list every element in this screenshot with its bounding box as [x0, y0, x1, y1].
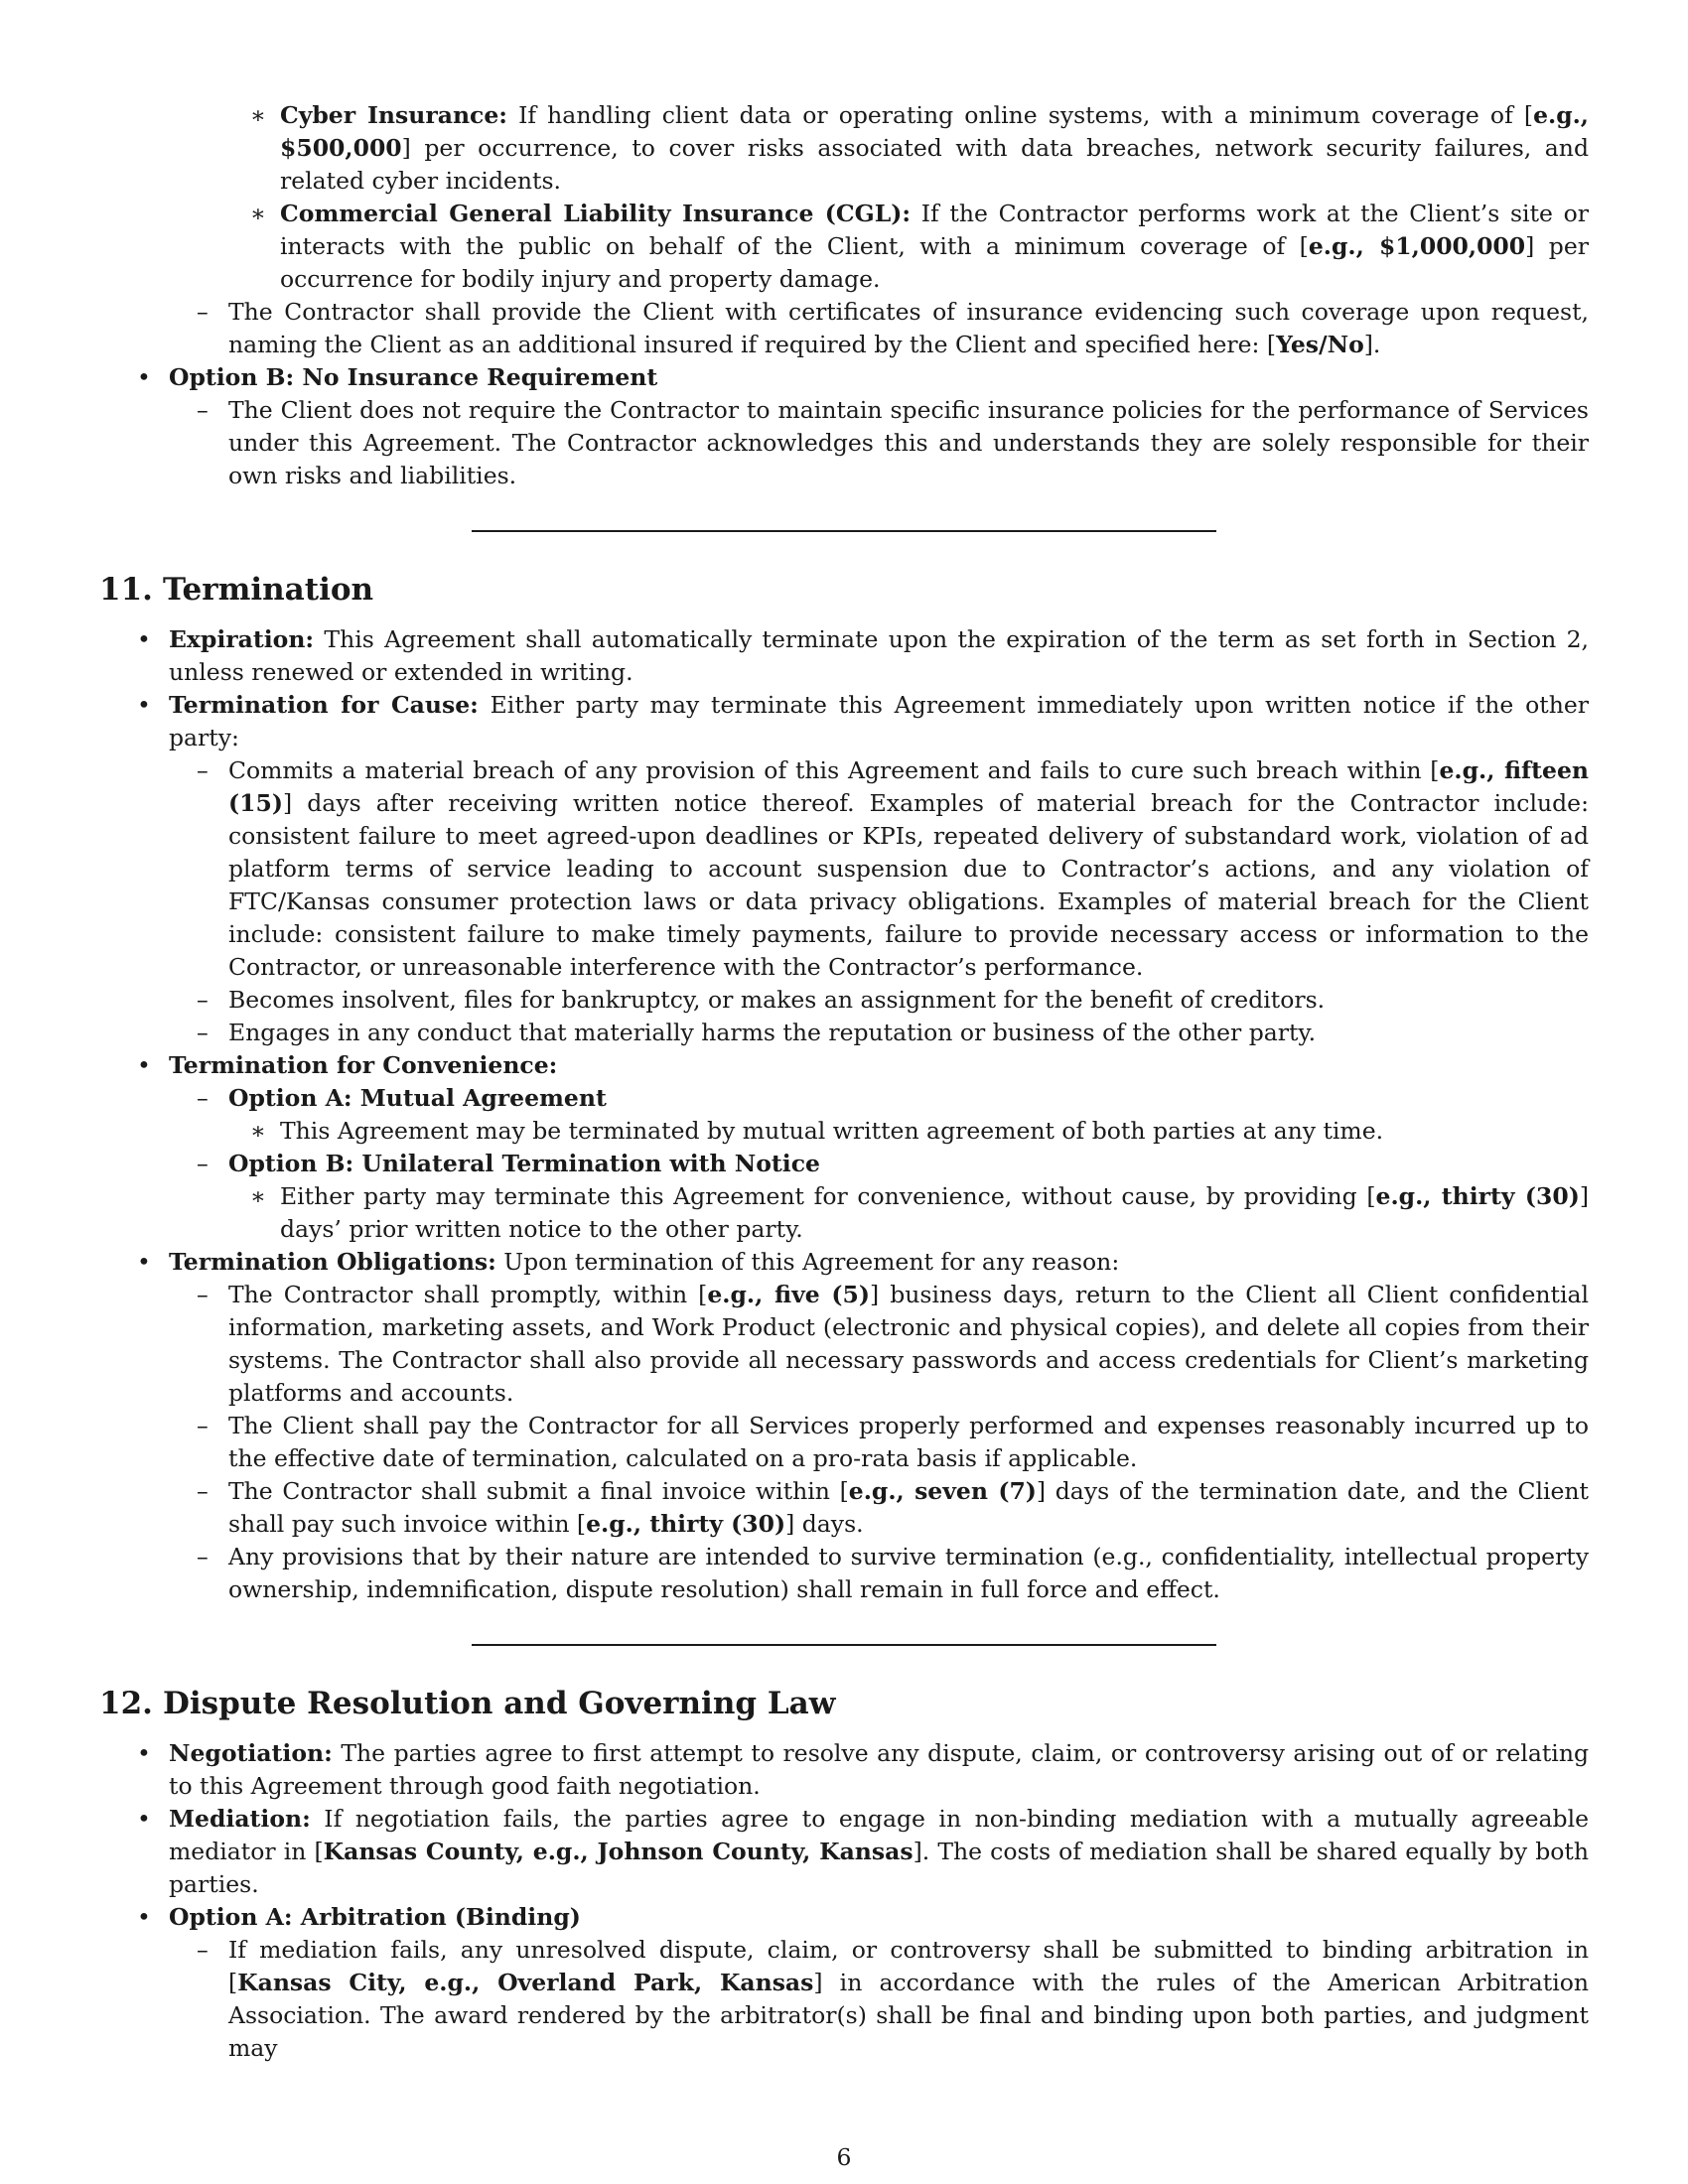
dash-bullet-icon: –	[197, 396, 209, 424]
list-item: • Option A: Arbitration (Binding)	[99, 1901, 1589, 1934]
arbitration-details	[99, 1934, 1589, 2065]
dash-bullet-icon: –	[197, 1412, 209, 1439]
dot-bullet-icon: •	[137, 1051, 151, 1079]
dot-bullet-icon: •	[137, 1248, 151, 1276]
list-item: – Engages in any conduct that materially harms the reputation or business of the other party.	[99, 1017, 1589, 1049]
section-heading-termination: 11. Termination	[99, 572, 374, 608]
convenience-option-a	[99, 1082, 1589, 1115]
insurance-certs-list	[99, 296, 1589, 361]
dot-bullet-icon: •	[137, 363, 151, 391]
dash-bullet-icon: –	[197, 298, 209, 326]
section-divider	[472, 1644, 1216, 1646]
asterisk-bullet-icon: ∗	[250, 101, 266, 129]
dash-bullet-icon: –	[197, 1019, 209, 1046]
convenience-option-a-details	[99, 1115, 1589, 1148]
asterisk-bullet-icon: ∗	[250, 1117, 266, 1145]
list-item: • Expiration: This Agreement shall automatically terminate upon the expiration of the term as set forth in Section 2, unless renewed or extended in writing.	[137, 625, 1589, 686]
section-heading-dispute-resolution: 12. Dispute Resolution and Governing Law	[99, 1686, 836, 1721]
list-item: – The Contractor shall submit a final invoice within [e.g., seven (7)] days of the termination date, and the Client shall pay such invoice within [e.g., thirty (30)] days.	[197, 1477, 1589, 1538]
insurance-types-list	[99, 99, 1589, 296]
dash-bullet-icon: –	[197, 1150, 209, 1177]
list-item: • Termination for Convenience:	[99, 1049, 1589, 1082]
list-item: • Negotiation: The parties agree to first attempt to resolve any dispute, claim, or controversy arising out of or relating to this Agreement through good faith negotiation.	[137, 1739, 1589, 1800]
dash-bullet-icon: –	[197, 1477, 209, 1505]
convenience-option-b-details	[99, 1180, 1589, 1246]
dot-bullet-icon: •	[137, 1903, 151, 1931]
dash-bullet-icon: –	[197, 986, 209, 1014]
list-item: – The Contractor shall provide the Client with certificates of insurance evidencing such coverage upon request, naming the Client as an additional insured if required by the Client and specified here: [Yes/No].	[197, 298, 1589, 358]
dash-bullet-icon: –	[197, 1543, 209, 1570]
list-item: ∗ Either party may terminate this Agreement for convenience, without cause, by providing [e.g., thirty (30)] days’ prior written notice to the other party.	[250, 1182, 1589, 1243]
insurance-option-b-list	[99, 361, 1589, 394]
list-item: – The Client shall pay the Contractor for all Services properly performed and expenses reasonably incurred up to the effective date of termination, calculated on a pro-rata basis if applicable.	[197, 1412, 1589, 1472]
cyber-insurance-label: Cyber Insurance:	[280, 101, 507, 129]
list-item: ∗ Cyber Insurance: If handling client data or operating online systems, with a minimum coverage of [e.g., $500,000] per occurrence, to cover risks associated with data breaches, network security failures, and related cyber incidents.	[250, 101, 1589, 195]
list-item: – The Client does not require the Contractor to maintain specific insurance policies for the performance of Services under this Agreement. The Contractor acknowledges this and understands they are solely responsible for their own risks and liabilities.	[197, 396, 1589, 489]
insurance-option-b-details	[99, 394, 1589, 492]
list-item: – Becomes insolvent, files for bankruptcy, or makes an assignment for the benefit of creditors.	[99, 984, 1589, 1017]
list-item: – Option B: Unilateral Termination with Notice	[99, 1148, 1589, 1180]
page-number: 6	[836, 2143, 852, 2171]
dot-bullet-icon: •	[137, 1739, 151, 1767]
obligations-details	[99, 1279, 1589, 1606]
convenience-option-b	[99, 1148, 1589, 1180]
obligations-list	[99, 1246, 1589, 1279]
dot-bullet-icon: •	[137, 1805, 151, 1833]
list-item: ∗ This Agreement may be terminated by mutual written agreement of both parties at any time.	[99, 1115, 1589, 1148]
dash-bullet-icon: –	[197, 1084, 209, 1112]
list-item	[99, 361, 1589, 394]
section-divider	[472, 530, 1216, 532]
convenience-list	[99, 1049, 1589, 1082]
list-item: – If mediation fails, any unresolved dispute, claim, or controversy shall be submitted to binding arbitration in [Kansas City, e.g., Overland Park, Kansas] in accordance with the rules of the American Arbitration Association. The award rendered by the arbitrator(s) shall be final and binding upon both parties, and judgment may	[197, 1936, 1589, 2062]
dot-bullet-icon: •	[137, 691, 151, 719]
list-item: – Any provisions that by their nature are intended to survive termination (e.g., confidentiality, intellectual property ownership, indemnification, dispute resolution) shall remain in full force and effect.	[197, 1543, 1589, 1603]
dash-bullet-icon: –	[197, 1936, 209, 1964]
list-item: – Option A: Mutual Agreement	[99, 1082, 1589, 1115]
list-item: – Commits a material breach of any provision of this Agreement and fails to cure such breach within [e.g., fifteen (15)] days after receiving written notice thereof. Examples of material breach for the Contractor include: consistent failure to meet agreed-upon deadlines or KPIs, repeated delivery of substandard work, violation of ad platform terms of service leading to account suspension due to Contractor’s actions, and any violation of FTC/Kansas consumer protection laws or data privacy obligations. Examples of material breach for the Client include: consistent failure to make timely payments, failure to provide necessary access or information to the Contractor, or unreasonable interference with the Contractor’s performance.	[197, 756, 1589, 981]
dispute-list	[99, 1737, 1589, 1934]
option-b-insurance-label: Option B: No Insurance Requirement	[169, 363, 658, 391]
cgl-insurance-label: Commercial General Liability Insurance (CGL):	[280, 200, 912, 227]
asterisk-bullet-icon: ∗	[250, 200, 266, 227]
dash-bullet-icon: –	[197, 756, 209, 784]
dot-bullet-icon: •	[137, 625, 151, 653]
asterisk-bullet-icon: ∗	[250, 1182, 266, 1210]
termination-list	[99, 623, 1589, 754]
list-item: – The Contractor shall promptly, within [e.g., five (5)] business days, return to the Client all Client confidential information, marketing assets, and Work Product (electronic and physical copies), and delete all copies from their systems. The Contractor shall also provide all necessary passwords and access credentials for Client’s marketing platforms and accounts.	[197, 1281, 1589, 1407]
list-item: ∗ Commercial General Liability Insurance (CGL): If the Contractor performs work at the Client’s site or interacts with the public on behalf of the Client, with a minimum coverage of [e.g., $1,000,000] per occurrence for bodily injury and property damage.	[250, 200, 1589, 293]
list-item: • Termination for Cause: Either party may terminate this Agreement immediately upon written notice if the other party:	[137, 691, 1589, 751]
dash-bullet-icon: –	[197, 1281, 209, 1308]
cause-list	[99, 754, 1589, 1049]
list-item: • Mediation: If negotiation fails, the parties agree to engage in non-binding mediation with a mutually agreeable mediator in [Kansas County, e.g., Johnson County, Kansas]. The costs of mediation shall be shared equally by both parties.	[137, 1805, 1589, 1898]
list-item: • Termination Obligations: Upon termination of this Agreement for any reason:	[99, 1246, 1589, 1279]
page-content	[99, 99, 1589, 2065]
